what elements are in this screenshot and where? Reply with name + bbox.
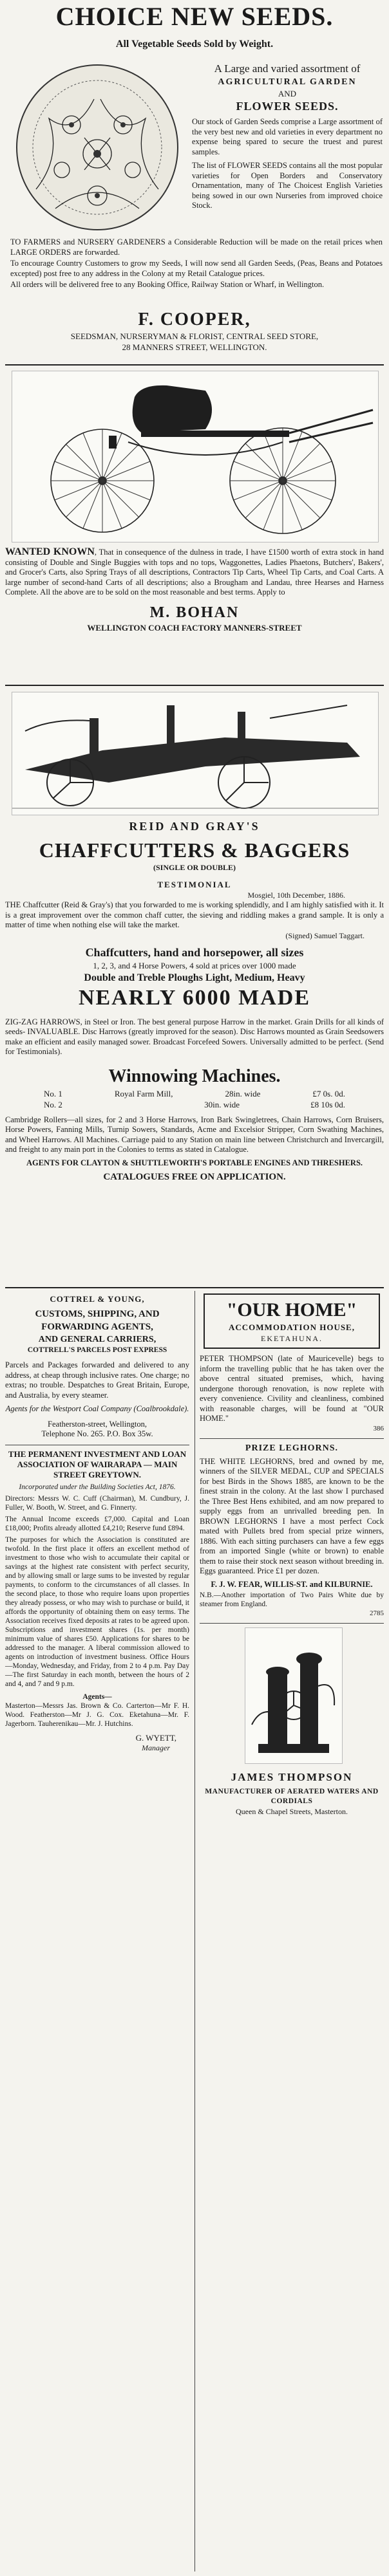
reid-line-1: Chaffcutters, hand and horsepower, all sizes <box>85 945 304 959</box>
seeds-intro-2: AGRICULTURAL GARDEN <box>218 77 357 87</box>
price-row <box>44 1088 345 1099</box>
leghorns-name: F. J. W. FEAR, WILLIS-ST. and KILBURNIE. <box>211 1579 373 1589</box>
reid-testimonial-body: THE Chaffcutter (Reid & Gray's) that you forwarded to me is working splendidly, and I am highly satisfied with it. It is a great improvement over the common chaff cutter, the sieving and riddling makes a grand sample. It is only a matter of time when nothing else will take the market. <box>5 900 384 929</box>
thompson-name: JAMES THOMPSON <box>231 1770 353 1783</box>
ourhome-place: EKETAHUNA. <box>260 1334 323 1343</box>
leghorns-ref: 2785 <box>370 1609 384 1617</box>
cottrel-agents: Agents for the Westport Coal Company (Coalbrookdale). <box>5 1404 189 1413</box>
reid-product: CHAFFCUTTERS & BAGGERS <box>39 839 350 862</box>
bohan-advert <box>5 547 384 682</box>
ourhome-box <box>204 1293 380 1349</box>
reid-winnowing: Winnowing Machines. <box>108 1066 281 1086</box>
seeds-advert <box>5 3 384 305</box>
loan-body: The purposes for which the Association is constituted are twofold. In the first place it offers an excellent method of investment to those who wish to accumulate their capital or savings at the highest rate consistent with perfect security, and by allowing small or large sums to be invested by regular payments, to conform to the circumstances of all classes. In the second place, to those who require loans upon properties they already possess, or who may wish to purchase or build, it affords the opportunity of obtaining them on easy terms. The Association receives fixed deposits at rates to be agreed upon. Subscriptions and investment shares (1s. per month) minimum value of shares £50. Applications for shares to be addressed to the manager. A liberal commission allowed to agents on introduction of investment business. Office Hours—Monday, Wednesday, and Friday, from 2 to 4 p.m. Pay Day—The first Saturday in each month, between the hours of 2 and 4, and 7 and 9 p.m. <box>5 1535 189 1688</box>
seeds-signature <box>5 309 384 360</box>
cottrel-firm: COTTREL & YOUNG, <box>50 1294 145 1304</box>
seeds-name: F. COOPER, <box>138 310 251 329</box>
seeds-intro-1: A Large and varied assortment of <box>214 62 361 75</box>
loan-manager-title: Manager <box>142 1743 170 1752</box>
seeds-para-1: Our stock of Garden Seeds comprise a Large assortment of the very best new and old varieties in every department no expense being spared to secure the truest and purest samples. <box>192 117 383 156</box>
bohan-body <box>5 547 384 598</box>
seed-wreath-illustration <box>10 60 184 234</box>
divider <box>5 364 384 366</box>
reid-ploughs-1: NEARLY 6000 MADE <box>78 985 311 1010</box>
price-amount: £8 10s 0d. <box>310 1099 345 1109</box>
ourhome-title: "OUR HOME" <box>226 1299 357 1320</box>
right-column <box>200 1293 384 1817</box>
ourhome-subtitle: ACCOMMODATION HOUSE, <box>229 1322 355 1332</box>
price-width: 30in. wide <box>204 1099 240 1109</box>
ourhome-ref: 386 <box>373 1424 384 1432</box>
leghorns-title: PRIZE LEGHORNS. <box>245 1443 339 1453</box>
loan-agents-label: Agents— <box>82 1692 112 1701</box>
reid-line-2: 1, 2, 3, and 4 Horse Powers, 4 sold at prices over 1000 made <box>93 960 296 970</box>
reid-variant: (SINGLE OR DOUBLE) <box>153 863 236 872</box>
seeds-lower-block <box>10 237 383 290</box>
reid-implements: Cambridge Rollers—all sizes, for 2 and 3 Horse Harrows, Iron Bark Swingletrees, Chain Harrows, Corn Bruisers, Horse Powers, Fanning Mills, Turnip Sowers, Standards, Acme and Excelsior Stripper, Corn Swathing Machines, and Wheel Harrows. All Machines. Carriage paid to any Station on main line between Christchurch and Invercargill, and freight to any main port in the Colonies to terms as stated in Catalogue. <box>5 1115 384 1154</box>
loan-title: THE PERMANENT INVESTMENT AND LOAN ASSOCIATION OF WAIRARAPA — MAIN STREET GREYTOWN. <box>8 1449 187 1479</box>
loan-capital: The Annual Income exceeds £7,000. Capital and Loan £18,000; Profits already allotted £4,210; Reserve fund £894. <box>5 1515 189 1532</box>
reid-catalogues: CATALOGUES FREE ON APPLICATION. <box>103 1171 286 1182</box>
seeds-subhead: All Vegetable Seeds Sold by Weight. <box>115 39 274 50</box>
reid-testimonial-date: Mosgiel, 10th December, 1886. <box>247 891 345 900</box>
cottrel-address: Featherston-street, Wellington, <box>48 1419 147 1429</box>
seeds-intro-block <box>192 62 383 211</box>
reid-testimonial-signature: (Signed) Samuel Taggart. <box>285 931 365 940</box>
bohan-address: WELLINGTON COACH FACTORY MANNERS-STREET <box>87 622 302 633</box>
loan-manager: G. WYETT, <box>135 1732 176 1743</box>
leghorns-note: N.B.—Another importation of Two Pairs White due by steamer from England. <box>200 1591 384 1608</box>
price-amount: £7 0s. 0d. <box>312 1088 345 1098</box>
divider <box>200 1438 384 1439</box>
cottrel-title-2: AND GENERAL CARRIERS, <box>38 1335 157 1344</box>
reid-advert <box>5 819 384 1282</box>
loan-incorporated: Incorporated under the Building Societies Act, 1876. <box>19 1483 176 1491</box>
seeds-intro-3: AND <box>278 89 297 98</box>
divider <box>5 685 384 686</box>
cottrel-body: Parcels and Packages forwarded and delivered to any address, at cheap through inclusive rates. One charge; no extras; no trouble. Despatches to Great Britain, Europe, and Australia, by every steamer. <box>5 1360 189 1400</box>
reid-agents: AGENTS FOR CLAYTON & SHUTTLEWORTH'S PORTABLE ENGINES AND THRESHERS. <box>26 1158 363 1167</box>
reid-ploughs-2: Double and Treble Ploughs Light, Medium, Heavy <box>84 972 305 983</box>
left-column <box>5 1293 189 1753</box>
ourhome-body: PETER THOMPSON (late of Mauricevelle) begs to inform the travelling public that he has taken over the above central situated premises, which, having undergone thorough renovation, is now replete with every convenience. Civility and cleanliness, combined with reasonable charges, will be found at "OUR HOME." <box>200 1354 384 1423</box>
thompson-address: Queen & Chapel Streets, Masterton. <box>236 1806 348 1816</box>
chaffcutter-illustration <box>12 692 379 815</box>
buggy-illustration <box>12 371 379 542</box>
price-item: Royal Farm Mill, <box>114 1088 173 1098</box>
seeds-para-5: All orders will be delivered free to any Booking Office, Railway Station or Wharf, in Wellington. <box>10 280 325 289</box>
bohan-wanted: WANTED KNOWN <box>5 547 95 557</box>
price-row <box>44 1099 345 1110</box>
price-width: 28in. wide <box>225 1088 261 1098</box>
seeds-intro-4: FLOWER SEEDS. <box>236 100 339 113</box>
price-no: No. 2 <box>44 1099 62 1109</box>
cottrel-title-3: COTTRELL'S PARCELS POST EXPRESS <box>27 1346 167 1354</box>
reid-zigzag: ZIG-ZAG HARROWS, in Steel or Iron. The best general purpose Harrow in the market. Grain Drills for all kinds of seeds- INVALUABLE. Disc Harrows (greatly improved for the season). Disc Harrows mounted as Grain Seedsowers make an efficient and easily managed sower. Broadcast Forcefeed Sowers. Universally admitted to be perfect. (Send for Testimonials). <box>5 1017 384 1056</box>
bohan-text: , That in consequence of the dulness in trade, I have £1500 worth of extra stock in hand consisting of Double and Single Buggies with tops and no tops, Waggonettes, Ladies Phaetons, Butchers', Bakers', and Grocer's Carts, also Spring Trays of all descriptions, Contractors Tip Carts, Wheel Tip Carts, and Coal Carts. A large number of second-hand Carts of all descriptions; also a Brougham and Landau, three Hearses and Harness Complete. All the above are to be sold on the most reasonable and best terms. Apply to <box>5 548 384 597</box>
seeds-para-2: The list of FLOWER SEEDS contains all the most popular varieties for Open Borders and Conservatory Ornamentation, many of The Choicest English Varieties being sowed in our own Nurseries from improved choice Stock. <box>192 161 383 210</box>
reid-testimonial-label: TESTIMONIAL <box>157 880 232 889</box>
price-no: No. 1 <box>44 1088 62 1098</box>
leghorns-body: THE WHITE LEGHORNS, bred and owned by me, winners of the SILVER MEDAL, CUP and SPECIALS for best Birds in the Shows 1885, are known to be the finest strain in the colony. At the last show I purchased the Three Best Hens exhibited, and am now prepared to supply eggs from an unrivalled breeding pen. In BROWN LEGHORNS I have a most perfect Cock mated with Pullets bred from special prize winners, 1886. With each sitting purchasers can have a few eggs from an imported Single (white or brown) to enable them to raise their stock next season without breeding in. Eggs guaranteed. Price £1 per dozen. <box>200 1456 384 1575</box>
winnowing-price-list <box>5 1088 384 1110</box>
seeds-trade: SEEDSMAN, NURSERYMAN & FLORIST, CENTRAL SEED STORE, <box>70 331 319 341</box>
cottrel-title: CUSTOMS, SHIPPING, AND FORWARDING AGENTS, <box>35 1309 160 1332</box>
loan-directors: Directors: Messrs W. C. Cuff (Chairman), M. Cundbury, J. Fuller, W. Booth, W. Street, and G. Finnerty. <box>5 1494 189 1512</box>
thompson-trade: MANUFACTURER OF AERATED WATERS AND CORDIALS <box>205 1787 379 1805</box>
loan-agents: Masterton—Messrs Jas. Brown & Co. Carterton—Mr F. H. Wood. Featherston—Mr J. G. Cox. Eketahuna—Mr. F. Jagerborn. Tauherenikau—Mr. J. Hutchins. <box>5 1701 189 1728</box>
bohan-name: M. BOHAN <box>149 604 240 621</box>
column-divider <box>194 1291 195 2571</box>
divider <box>5 1287 384 1288</box>
reid-firm: REID AND GRAY'S <box>129 820 260 833</box>
aerated-water-machine-illustration <box>245 1627 343 1764</box>
seeds-headline: CHOICE NEW SEEDS. <box>55 3 334 31</box>
seeds-address: 28 MANNERS STREET, WELLINGTON. <box>122 342 267 352</box>
seeds-para-4: To encourage Country Customers to grow my Seeds, I will now send all Garden Seeds, (Peas, Beans and Potatoes excepted) post free to any address in the Colony at my Retail Catalogue prices. <box>10 259 383 278</box>
seeds-para-3: TO FARMERS and NURSERY GARDENERS a Considerable Reduction will be made on the retail prices when LARGE ORDERS are forwarded. <box>10 237 383 257</box>
cottrel-telephone: Telephone No. 265. P.O. Box 35w. <box>41 1429 153 1438</box>
divider <box>200 1623 384 1624</box>
